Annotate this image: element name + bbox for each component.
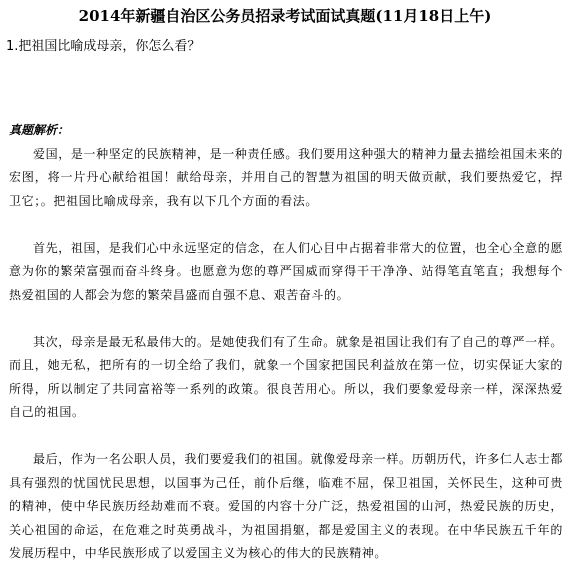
analysis-section	[9, 119, 563, 566]
analysis-paragraph: 首先，祖国，是我们心中永远坚定的信念，在人们心目中占据着非常大的位置，也全心全意的愿意为你的繁荣富强而奋斗终身。也愿意为您的尊严国威而穿得干干净净、站得笔直笔直；我想每个热爱祖国的人都会为您的繁荣昌盛而自强不息、艰苦奋斗的。	[9, 240, 563, 302]
analysis-paragraph: 其次，母亲是最无私最伟大的。是她使我们有了生命。就象是祖国让我们有了自己的尊严一样。而且，她无私，把所有的一切全给了我们，就象一个国家把国民利益放在第一位，切实保证大家的所得，所以制定了共同富裕等一系列的政策。很良苦用心。所以，我们要象爱母亲一样，深深热爱自己的祖国。	[9, 334, 563, 419]
analysis-paragraph: 爱国，是一种坚定的民族精神，是一种责任感。我们要用这种强大的精神力量去描绘祖国未来的宏图，将一片丹心献给祖国！献给母亲，并用自己的智慧为祖国的明天做贡献，我们要热爱它，捍卫它；。把祖国比喻成母亲，我有以下几个方面的看法。	[9, 146, 563, 208]
analysis-label: 真题解析：	[9, 123, 70, 137]
document-title: 2014年新疆自治区公务员招录考试面试真题(11月18日上午)	[78, 7, 492, 25]
question-text: 1.把祖国比喻成母亲，你怎么看？	[6, 39, 201, 54]
analysis-paragraph: 最后，作为一名公职人员，我们要爱我们的祖国。就像爱母亲一样。历朝历代，许多仁人志士都具有强烈的忧国忧民思想，以国事为己任，前仆后继，临难不屈，保卫祖国，关怀民生，这种可贵的精神，使中华民族历经劫难而不衰。爱国的内容十分广泛，热爱祖国的山河，热爱民族的历史，关心祖国的命运，在危难之时英勇战斗，为祖国捐躯，都是爱国主义的表现。在中华民族五千年的发展历程中，中华民族形成了以爱国主义为核心的伟大的民族精神。	[9, 452, 563, 560]
